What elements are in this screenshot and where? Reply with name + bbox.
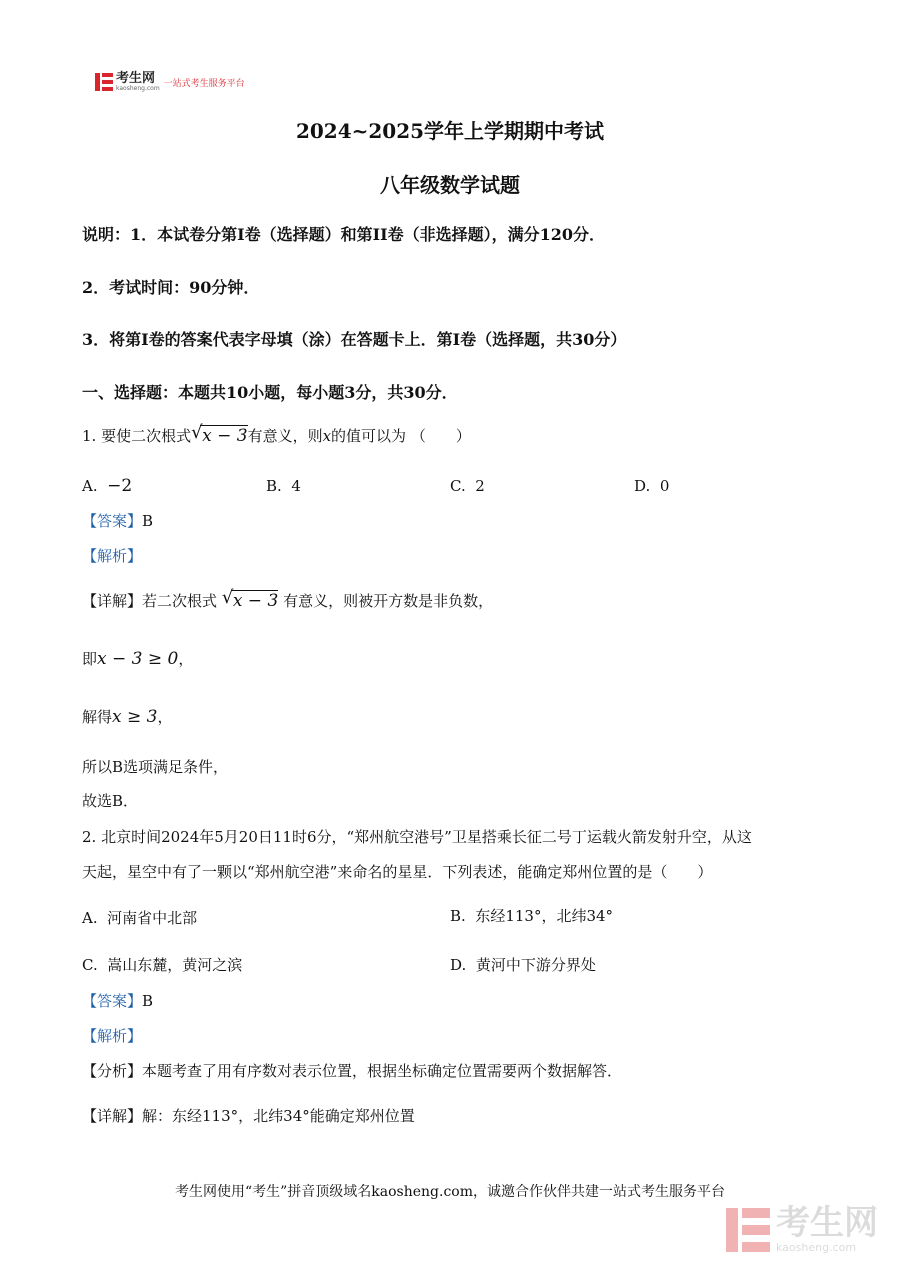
q1-step-1: 即x − 3 ≥ 0， <box>82 649 194 669</box>
q1-detail: 【详解】若二次根式 √ x − 3 有意义，则被开方数是非负数， <box>82 587 494 611</box>
q1-option-a: A. −2 <box>82 476 133 496</box>
footer-text: 考生网使用“考生”拼音顶级域名kaosheng.com，诚邀合作伙伴共建一站式考生服务平台 <box>174 1184 726 1200</box>
q2-option-a: A. 河南省中北部 <box>82 909 198 927</box>
q1-option-d: D. 0 <box>634 477 670 495</box>
q2-analysis-tag: 【解析】 <box>82 1027 143 1045</box>
logo-slogan: 一站式考生服务平台 <box>163 78 245 89</box>
q1-answer: 【答案】B <box>82 512 154 530</box>
exam-subtitle: 八年级数学试题 <box>380 173 520 197</box>
logo-url: kaosheng.com <box>116 85 160 92</box>
question-1: 1. 要使二次根式 √ x − 3有意义，则x的值可以为 （ ） <box>82 422 471 446</box>
watermark <box>726 1205 878 1254</box>
q2-option-c: C. 嵩山东麓，黄河之滨 <box>82 956 243 974</box>
q2-option-d: D. 黄河中下游分界处 <box>450 956 596 974</box>
note-2: 2．考试时间：90分钟． <box>82 278 260 297</box>
q1-analysis-tag: 【解析】 <box>82 547 143 565</box>
section-heading: 一、选择题：本题共10小题，每小题3分，共30分． <box>82 383 458 402</box>
q1-conclusion: 故选B． <box>82 792 139 810</box>
q2-detail: 【详解】解：东经113°，北纬34°能确定郑州位置 <box>82 1107 415 1125</box>
exam-title: 2024~2025学年上学期期中考试 <box>295 119 605 143</box>
header-logo <box>95 72 245 92</box>
q2-fenxi: 【分析】本题考查了用有序数对表示位置，根据坐标确定位置需要两个数据解答． <box>82 1062 623 1080</box>
q2-answer: 【答案】B <box>82 992 154 1010</box>
q1-option-b: B. 4 <box>266 477 301 495</box>
question-2-line-2: 天起，星空中有了一颗以“郑州航空港”来命名的星星．下列表述，能确定郑州位置的是（ ） <box>82 863 713 881</box>
note-1: 说明：1．本试卷分第I卷（选择题）和第II卷（非选择题），满分120分． <box>82 225 605 244</box>
q1-option-c: C. 2 <box>450 477 485 495</box>
question-2-line-1: 2. 北京时间2024年5月20日11时6分，“郑州航空港号”卫星搭乘长征二号丁运载火箭发射升空，从这 <box>82 828 752 846</box>
logo-icon <box>95 73 113 91</box>
note-3: 3．将第I卷的答案代表字母填（涂）在答题卡上．第I卷（选择题，共30分） <box>82 330 627 349</box>
watermark-logo-icon <box>726 1208 770 1252</box>
q1-step-2: 解得x ≥ 3， <box>82 707 173 727</box>
logo-name: 考生网 <box>116 71 156 86</box>
watermark-name: 考生网 <box>776 1203 878 1243</box>
q1-step-3: 所以B选项满足条件， <box>82 758 229 776</box>
q2-option-b: B. 东经113°，北纬34° <box>450 907 614 925</box>
sqrt-expression: √ x − 3 <box>191 422 248 446</box>
sqrt-expression: √ x − 3 <box>221 587 279 611</box>
watermark-url: kaosheng.com <box>776 1241 857 1254</box>
